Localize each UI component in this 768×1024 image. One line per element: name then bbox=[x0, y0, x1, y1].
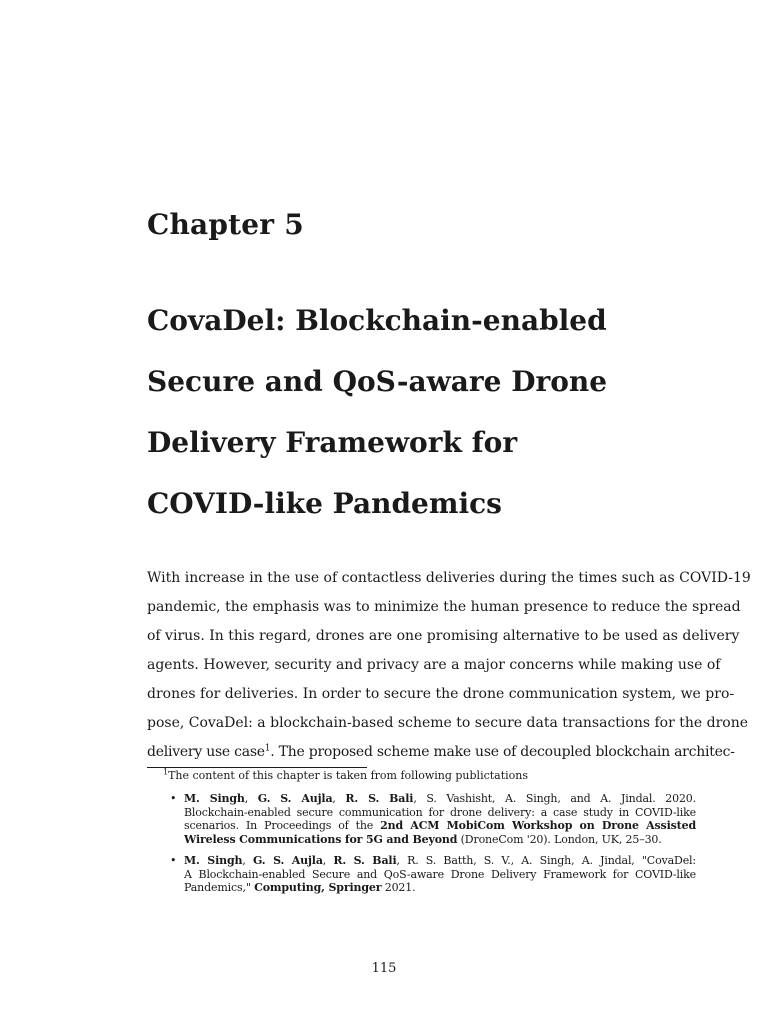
author-name: G. S. Aujla bbox=[252, 854, 323, 867]
reference-list bbox=[170, 792, 696, 903]
reference-line bbox=[184, 881, 696, 895]
venue-name: Computing, Springer bbox=[254, 881, 382, 894]
intro-paragraph bbox=[147, 564, 751, 767]
reference-line bbox=[184, 819, 696, 833]
reference-text: Pandemics," bbox=[184, 881, 255, 894]
intro-line: agents. However, security and privacy are a major concerns while making use of bbox=[147, 657, 721, 673]
chapter-title bbox=[147, 290, 707, 534]
chapter-title-line: COVID-like Pandemics bbox=[147, 487, 502, 520]
reference-line: Blockchain-enabled secure communication for drone delivery: a case study in COVID-like bbox=[184, 805, 696, 819]
venue-name: 2nd ACM MobiCom Workshop on Drone Assisted bbox=[380, 819, 696, 832]
venue-name: Wireless Communications for 5G and Beyond bbox=[184, 832, 458, 846]
reference-line bbox=[184, 833, 696, 847]
separator: , bbox=[332, 792, 346, 805]
reference-line bbox=[184, 792, 696, 806]
reference-text: , R. S. Batth, S. V., A. Singh, A. Jindal, "CovaDel: bbox=[396, 854, 696, 867]
chapter-number: Chapter 5 bbox=[147, 208, 304, 241]
chapter-title-line: Delivery Framework for bbox=[147, 426, 518, 459]
chapter-title-line: CovaDel: Blockchain-enabled bbox=[147, 304, 607, 337]
author-name: R. S. Bali bbox=[345, 792, 414, 805]
intro-line: of virus. In this regard, drones are one promising alternative to be used as delivery bbox=[147, 628, 740, 644]
intro-line: pose, CovaDel: a blockchain-based scheme to secure data transactions for the drone bbox=[147, 715, 749, 731]
footnote-text bbox=[163, 769, 528, 783]
footnote-divider bbox=[147, 767, 367, 768]
reference-text: (DroneCom '20). London, UK, 25–30. bbox=[457, 832, 662, 846]
separator: , bbox=[322, 854, 334, 867]
intro-line: With increase in the use of contactless deliveries during the times such as COVID-19 bbox=[147, 570, 751, 586]
chapter-title-line: Secure and QoS-aware Drone bbox=[147, 365, 608, 398]
footnote-marker[interactable]: 1 bbox=[264, 743, 271, 754]
intro-line bbox=[147, 738, 735, 767]
intro-text: delivery use case bbox=[147, 744, 265, 760]
reference-line: A Blockchain-enabled Secure and QoS-aware Drone Delivery Framework for COVID-like bbox=[184, 867, 696, 881]
bullet-icon: • bbox=[170, 854, 177, 867]
intro-line: pandemic, the emphasis was to minimize the human presence to reduce the spread bbox=[147, 599, 741, 615]
reference-item bbox=[170, 854, 696, 895]
author-name: M. Singh bbox=[184, 792, 245, 805]
separator: , bbox=[242, 854, 253, 867]
author-name: M. Singh bbox=[184, 854, 243, 867]
reference-line bbox=[184, 854, 696, 868]
separator: , bbox=[244, 792, 258, 805]
footnote-mark: 1 bbox=[163, 767, 169, 777]
reference-item bbox=[170, 792, 696, 846]
author-name: G. S. Aujla bbox=[257, 792, 333, 805]
reference-text: scenarios. In Proceedings of the bbox=[184, 819, 381, 832]
footnote-intro-text: The content of this chapter is taken from following publictations bbox=[168, 769, 529, 782]
reference-text: , S. Vashisht, A. Singh, and A. Jindal. 2020. bbox=[413, 792, 696, 805]
intro-text: . The proposed scheme make use of decoupled blockchain architec- bbox=[270, 744, 735, 760]
page-number: 115 bbox=[371, 961, 397, 976]
bullet-icon: • bbox=[170, 792, 177, 805]
intro-line: drones for deliveries. In order to secure the drone communication system, we pro- bbox=[147, 686, 735, 702]
reference-text: 2021. bbox=[381, 881, 416, 894]
author-name: R. S. Bali bbox=[333, 854, 397, 867]
